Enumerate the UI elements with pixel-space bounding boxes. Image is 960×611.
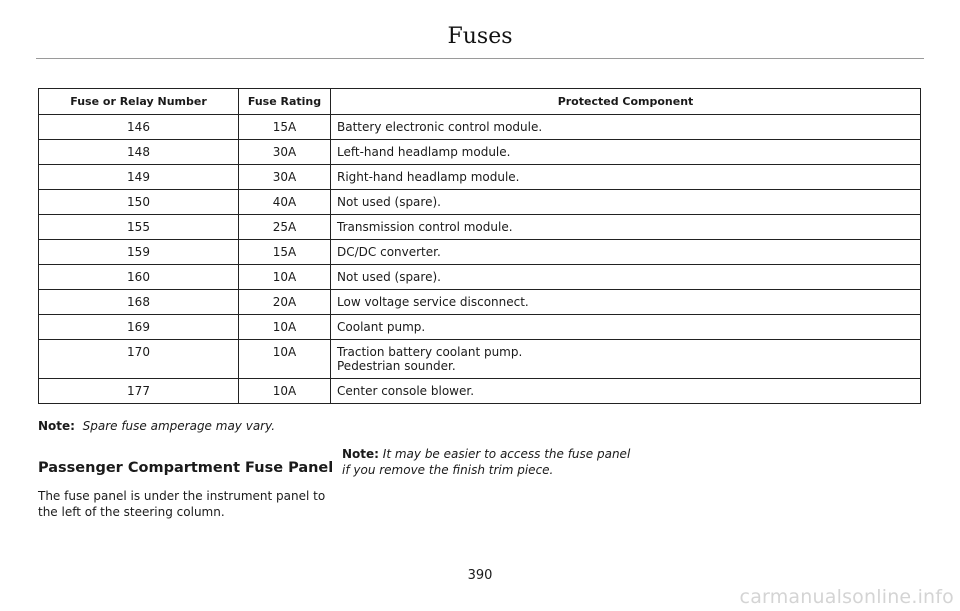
fuse-rating-cell: 30A [239,140,331,165]
component-line: Right-hand headlamp module. [337,170,520,184]
fuse-rating-cell: 40A [239,190,331,215]
component-line: DC/DC converter. [337,245,441,259]
table-row [39,165,921,190]
fuse-number-cell: 169 [39,315,239,340]
component-line: Transmission control module. [337,220,513,234]
protected-component-cell [331,340,921,379]
fuse-table [38,88,921,404]
component-line: Coolant pump. [337,320,426,334]
note-label: Note: [38,419,75,433]
fuse-rating-cell: 15A [239,115,331,140]
column-header: Fuse Rating [239,89,331,115]
watermark: carmanualsonline.info [739,586,954,608]
fuse-number-cell: 155 [39,215,239,240]
protected-component-cell [331,115,921,140]
protected-component-cell [331,190,921,215]
component-line: Left-hand headlamp module. [337,145,511,159]
protected-component-cell [331,240,921,265]
fuse-rating-cell: 15A [239,240,331,265]
protected-component-cell [331,265,921,290]
component-line: Low voltage service disconnect. [337,295,529,309]
header-divider [36,58,924,59]
fuse-rating-cell: 10A [239,265,331,290]
fuse-number-cell: 170 [39,340,239,379]
note-text: Spare fuse amperage may vary. [82,419,276,433]
protected-component-cell [331,215,921,240]
note-label: Note: [342,447,379,461]
table-row [39,290,921,315]
protected-component-cell [331,140,921,165]
section-heading: Passenger Compartment Fuse Panel [38,460,334,476]
fuse-number-cell: 146 [39,115,239,140]
component-line: Traction battery coolant pump. [337,345,523,359]
fuse-rating-cell: 10A [239,315,331,340]
fuse-rating-cell: 25A [239,215,331,240]
fuse-number-cell: 149 [39,165,239,190]
note-text: It may be easier to access the fuse panel if you remove the finish trim piece. [342,447,631,477]
table-row [39,190,921,215]
protected-component-cell [331,165,921,190]
component-line: Pedestrian sounder. [337,359,456,373]
table-row [39,140,921,165]
fuse-number-cell: 168 [39,290,239,315]
fuse-rating-cell: 30A [239,165,331,190]
protected-component-cell [331,315,921,340]
table-row [39,315,921,340]
table-header-row [39,89,921,115]
page-header-title: Fuses [447,24,513,49]
component-line: Not used (spare). [337,195,441,209]
fuse-number-cell: 177 [39,379,239,404]
protected-component-cell [331,290,921,315]
protected-component-cell [331,379,921,404]
table-row [39,215,921,240]
fuse-number-cell: 148 [39,140,239,165]
page-number: 390 [467,568,493,583]
table-body [39,115,921,404]
fuse-rating-cell: 10A [239,340,331,379]
table-row [39,240,921,265]
fuse-number-cell: 150 [39,190,239,215]
component-line: Not used (spare). [337,270,441,284]
note-spare-fuse [38,419,275,433]
fuse-rating-cell: 10A [239,379,331,404]
component-line: Battery electronic control module. [337,120,543,134]
table-row [39,115,921,140]
column-header: Protected Component [331,89,921,115]
fuse-rating-cell: 20A [239,290,331,315]
note-trim-piece [342,446,632,478]
table-row [39,379,921,404]
fuse-number-cell: 159 [39,240,239,265]
table-row [39,340,921,379]
column-header: Fuse or Relay Number [39,89,239,115]
table-row [39,265,921,290]
section-body-text: The fuse panel is under the instrument panel to the left of the steering column. [38,489,326,519]
fuse-number-cell: 160 [39,265,239,290]
component-line: Center console blower. [337,384,475,398]
